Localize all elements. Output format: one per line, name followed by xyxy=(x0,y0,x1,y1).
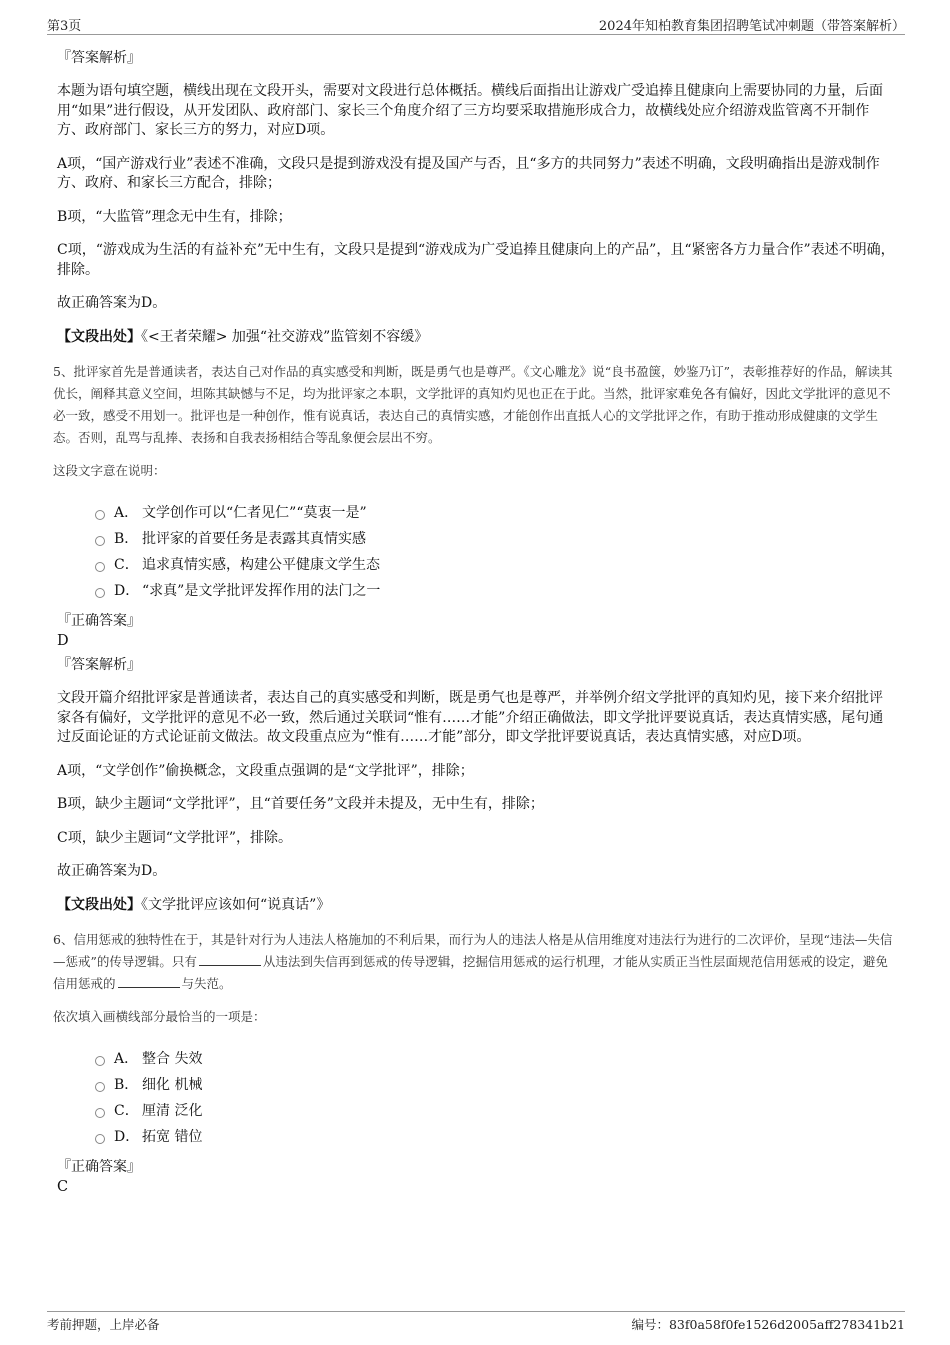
radio-icon[interactable] xyxy=(95,1056,105,1066)
q5-option-d[interactable] xyxy=(95,577,895,603)
option-text: 文学创作可以“仁者见仁”“莫衷一是” xyxy=(142,505,367,521)
q4-option-a-analysis: A项，“国产游戏行业”表述不准确，文段只是提到游戏没有提及国产与否，且“多方的共同努力”表述不明确，文段明确指出是游戏制作方、政府、和家长三方配合，排除； xyxy=(57,155,880,191)
q5-option-c-analysis: C项，缺少主题词“文学批评”，排除。 xyxy=(57,829,293,846)
q6-text-part-2: 从违法到失信再到惩戒的传导逻辑，挖掘信用惩戒的运行机理，才能从实质正当性层面规范信用惩戒的设定，避免信用惩戒的 xyxy=(53,954,888,991)
q6-text-part-1: 6、信用惩戒的独特性在于，其是针对行为人违法人格施加的不利后果，而行为人的违法人格是从信用维度对违法行为进行的二次评价，呈现“违法—失信—惩戒”的传导逻辑。只有 xyxy=(53,932,893,969)
option-letter: D． xyxy=(114,1129,140,1145)
q5-option-b[interactable] xyxy=(95,525,895,551)
document-code: 编号：83f0a58f0fe1526d2005aff278341b21 xyxy=(631,1317,905,1332)
page-content xyxy=(53,44,895,1201)
q4-source-label: 【文段出处】 xyxy=(57,328,141,345)
q5-option-b-analysis: B项，缺少主题词“文学批评”，且“首要任务”文段并未提及，无中生有，排除； xyxy=(57,796,544,812)
q4-conclusion: 故正确答案为D。 xyxy=(57,295,167,311)
q6-option-d[interactable] xyxy=(95,1123,895,1149)
radio-icon[interactable] xyxy=(95,536,105,546)
option-text: 追求真情实感，构建公平健康文学生态 xyxy=(142,557,380,573)
q6-text-part-3: 与失范。 xyxy=(181,976,232,991)
q5-option-c[interactable] xyxy=(95,551,895,577)
radio-icon[interactable] xyxy=(95,588,105,598)
q4-source-title: 《<王者荣耀> 加强“社交游戏”监管刻不容缓》 xyxy=(141,328,429,345)
radio-icon[interactable] xyxy=(95,1082,105,1092)
option-text: 厘清 泛化 xyxy=(142,1103,203,1119)
q5-conclusion: 故正确答案为D。 xyxy=(57,863,167,879)
q4-source xyxy=(57,328,895,348)
radio-icon[interactable] xyxy=(95,562,105,572)
q4-option-c-analysis: C项，“游戏成为生活的有益补充”无中生有，文段只是提到“游戏成为广受追捧且健康向上的产品”，且“紧密各方力量合作”表述不明确，排除。 xyxy=(57,242,895,278)
q5-source-label: 【文段出处】 xyxy=(57,896,141,913)
q6-answer-tag: 『正确答案』 xyxy=(57,1159,141,1175)
fill-blank-1 xyxy=(199,953,261,966)
page-number: 第3页 xyxy=(47,19,82,34)
q6-answer: C xyxy=(57,1179,69,1195)
option-letter: A． xyxy=(114,1051,139,1067)
q6-question-text xyxy=(53,929,895,995)
page-header xyxy=(47,14,905,35)
radio-icon[interactable] xyxy=(95,510,105,520)
q6-prompt: 依次填入画横线部分最恰当的一项是： xyxy=(53,1009,266,1024)
option-letter: B． xyxy=(114,1077,139,1093)
q4-analysis-paragraph: 本题为语句填空题，横线出现在文段开头，需要对文段进行总体概括。横线后面指出让游戏广受追捧且健康向上需要协同的力量，后面用“如果”进行假设，从开发团队、政府部门、家长三个角度介绍了三方均要采取措施形成合力，故横线处应介绍游戏监管离不开制作方、政府部门、家长三方的努力，对应D项。 xyxy=(57,83,883,138)
q4-option-b-analysis: B项，“大监管”理念无中生有，排除； xyxy=(57,208,292,225)
q6-option-c[interactable] xyxy=(95,1097,895,1123)
q5-analysis-tag: 『答案解析』 xyxy=(57,657,141,673)
radio-icon[interactable] xyxy=(95,1108,105,1118)
q5-source xyxy=(57,896,895,916)
q5-question-text: 5、批评家首先是普通读者，表达自己对作品的真实感受和判断，既是勇气也是尊严。《文心雕龙》说“良书盈箧，妙鉴乃订”，表彰推荐好的作品，解读其优长，阐释其意义空间，坦陈其缺憾与不足，均为批评家之本职，文学批评的真知灼见也正在于此。当然，批评家难免各有偏好，因此文学批评的意见不必一致，感受不用划一。批评也是一种创作，惟有说真话，表达自己的真情实感，才能创作出直抵人心的文学批评之作，有助于推动形成健康的文学生态。否则，乱骂与乱捧、表扬和自我表扬相结合等乱象便会层出不穷。 xyxy=(53,364,893,445)
radio-icon[interactable] xyxy=(95,1134,105,1144)
fill-blank-2 xyxy=(118,975,180,988)
q5-source-title: 《文学批评应该如何“说真话”》 xyxy=(141,896,331,913)
option-text: 整合 失效 xyxy=(142,1051,203,1067)
q5-answer-tag: 『正确答案』 xyxy=(57,613,141,629)
q5-options xyxy=(95,499,895,603)
option-text: 细化 机械 xyxy=(142,1077,203,1093)
document-title: 2024年知柏教育集团招聘笔试冲刺题（带答案解析） xyxy=(598,19,905,34)
footer-slogan: 考前押题，上岸必备 xyxy=(47,1317,160,1332)
q4-analysis-tag: 『答案解析』 xyxy=(57,50,141,66)
option-text: 批评家的首要任务是表露其真情实感 xyxy=(142,531,366,547)
q6-option-a[interactable] xyxy=(95,1045,895,1071)
option-text: “求真”是文学批评发挥作用的法门之一 xyxy=(142,583,381,599)
q5-prompt: 这段文字意在说明： xyxy=(53,463,166,478)
page-footer xyxy=(47,1311,905,1332)
option-letter: C． xyxy=(114,557,139,573)
q5-answer: D xyxy=(57,633,69,649)
option-text: 拓宽 错位 xyxy=(142,1129,203,1145)
q6-options xyxy=(95,1045,895,1149)
q5-option-a[interactable] xyxy=(95,499,895,525)
q5-analysis-paragraph: 文段开篇介绍批评家是普通读者，表达自己的真实感受和判断，既是勇气也是尊严，并举例介绍文学批评的真知灼见，接下来介绍批评家各有偏好，文学批评的意见不必一致，然后通过关联词“惟有……才能”介绍正确做法，即文学批评要说真话，表达真情实感，尾句通过反面论证的方式论证前文做法。故文段重点应为“惟有……才能”部分，即文学批评要说真话，表达真情实感，对应D项。 xyxy=(57,690,884,745)
option-letter: B． xyxy=(114,531,139,547)
q6-option-b[interactable] xyxy=(95,1071,895,1097)
q5-option-a-analysis: A项，“文学创作”偷换概念，文段重点强调的是“文学批评”，排除； xyxy=(57,762,474,779)
option-letter: A． xyxy=(114,505,139,521)
option-letter: C． xyxy=(114,1103,139,1119)
option-letter: D． xyxy=(114,583,140,599)
